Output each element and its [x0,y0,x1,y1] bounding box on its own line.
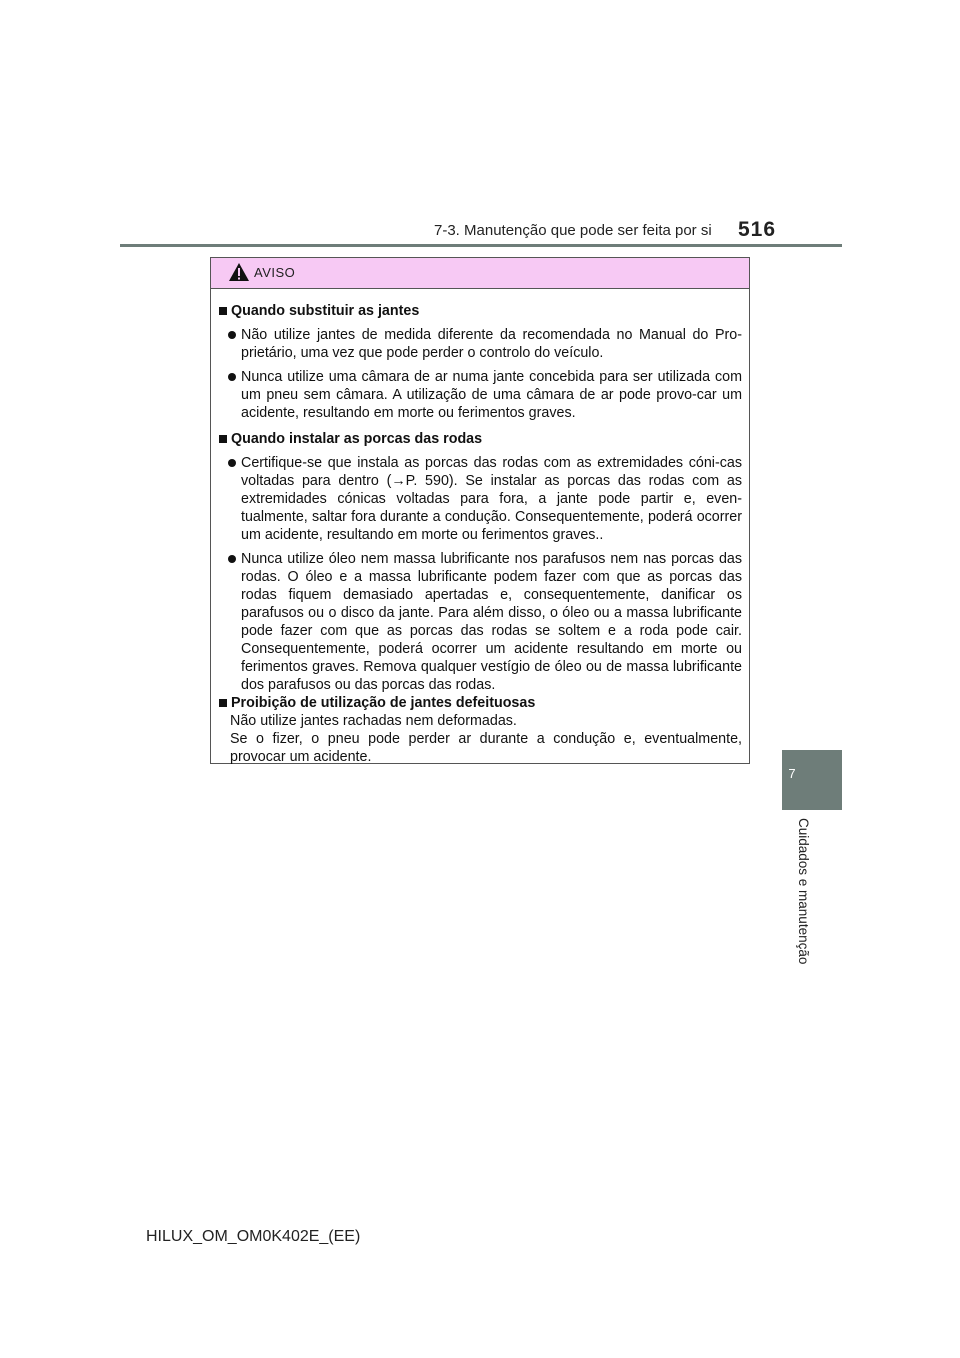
round-bullet-icon [228,555,236,563]
chapter-tab [782,750,842,810]
warning-label: AVISO [254,265,296,280]
list-item: Não utilize jantes de medida diferente da recomendada no Manual do Pro-prietário, uma vez que pode perder o controlo do veículo. [228,326,742,362]
round-bullet-icon [228,331,236,339]
section-install-nuts [218,430,742,694]
list-item: Certifique-se que instala as porcas das rodas com as extremidades cóni-cas voltadas para dentro (→P. 590). Se instalar as porcas das rodas com as extremidades cónicas voltadas para fora, a jante pode partir e, even-tualmente, saltar fora durante a condução. Consequentemente, poderá ocorrer um acidente, resultando em morte ou ferimentos graves.. [228,454,742,544]
section-heading: Quando instalar as porcas das rodas [218,430,742,448]
list-item: Nunca utilize uma câmara de ar numa jante concebida para ser utilizada com um pneu sem câmara. A utilização de uma câmara de ar pode provo-car um acidente, resultando em morte ou ferimentos graves. [228,368,742,422]
paragraph-line: Se o fizer, o pneu pode perder ar durante a condução e, eventualmente, provocar um acidente. [230,731,742,765]
chapter-number: 7 [788,766,796,781]
section-defective-wheels [218,694,742,766]
section-replace-wheels [218,302,742,422]
header-divider [120,244,842,247]
warning-box [210,257,750,764]
round-bullet-icon [228,459,236,467]
section-title: 7-3. Manutenção que pode ser feita por si [434,222,712,239]
page-number: 516 [738,218,777,241]
section-heading: Quando substituir as jantes [218,302,742,320]
square-bullet-icon [219,435,227,443]
round-bullet-icon [228,373,236,381]
warning-triangle-icon [228,262,250,282]
square-bullet-icon [219,307,227,315]
paragraph-line: Não utilize jantes rachadas nem deformadas. [230,713,517,729]
document-code: HILUX_OM_OM0K402E_(EE) [146,1228,361,1245]
square-bullet-icon [219,699,227,707]
section-heading: Proibição de utilização de jantes defeituosas [218,694,742,712]
warning-body [211,289,749,766]
warning-header [211,258,749,289]
list-item: Nunca utilize óleo nem massa lubrificante nos parafusos nem nas porcas das rodas. O óleo e a massa lubrificante podem fazer com que as porcas das rodas fiquem demasiado apertadas e, consequentemente, danificar os parafusos ou o disco da jante. Para além disso, o óleo ou a massa lubrificante pode fazer com que as porcas das rodas se soltem e a roda pode cair. Consequentemente, poderá ocorrer um acidente resultando em morte ou ferimentos graves. Remova qualquer vestígio de óleo ou de massa lubrificante dos parafusos ou das porcas das rodas. [228,550,742,694]
chapter-title: Cuidados e manutenção [796,818,811,965]
